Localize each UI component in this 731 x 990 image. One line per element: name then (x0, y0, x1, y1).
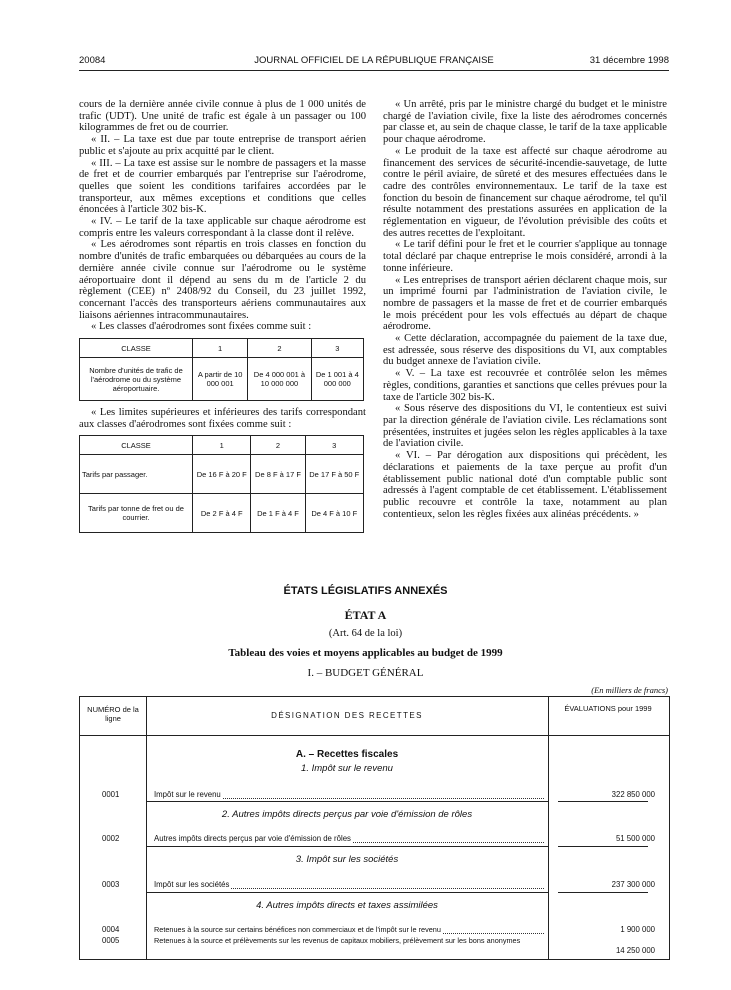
column-divider (548, 697, 549, 959)
table-cell: A partir de 10 000 001 (193, 358, 248, 401)
table-header: 3 (311, 339, 363, 358)
line-amount: 322 850 000 (611, 790, 655, 799)
line-label: Impôt sur les sociétés (154, 880, 230, 889)
paragraph: « Les aérodromes sont répartis en trois classes en fonction du nombre d'unités de trafic embarquées ou débarquées au cours de la dernière année civile connue sur l'aérodrome ou le système aéroportuaire dont il dépend au sens du m de l'article 2 du règlement (CEE) nº 2408/92 du Conseil, du 23 juillet 1992, concernant l'accès des transporteurs aériens communautaires aux liaisons aériennes intracommunautaires. (79, 239, 366, 321)
article-reference: (Art. 64 de la loi) (328, 628, 403, 639)
header-rule (79, 70, 669, 71)
section-heading: A. – Recettes fiscales (295, 749, 399, 760)
column-divider (146, 697, 147, 959)
table-cell: De 1 F à 4 F (251, 494, 305, 533)
table-row-label: Tarifs par passager. (80, 455, 193, 494)
line-label: Retenues à la source sur certains bénéfices non commerciaux et de l'impôt sur le revenu (154, 925, 441, 934)
amount-rule (558, 801, 648, 802)
subsection-heading: 1. Impôt sur le revenu (301, 763, 393, 774)
table-header: CLASSE (80, 436, 193, 455)
amount-rule (558, 846, 648, 847)
line-number: 0004 (102, 925, 120, 934)
paragraph: « Sous réserve des dispositions du VI, le contentieux est suivi par la direction générale de l'aviation civile. Les réclamations sont présentées, instruites et jugées selon les règles applicables à la taxe de l'aviation civile. (383, 403, 667, 450)
page-number: 20084 (79, 55, 106, 66)
line-label: Autres impôts directs perçus par voie d'émission de rôles (154, 834, 351, 843)
line-amount: 237 300 000 (611, 880, 655, 889)
table-cell: De 16 F à 20 F (193, 455, 251, 494)
table-cell: De 8 F à 17 F (251, 455, 305, 494)
table-row-label: Tarifs par tonne de fret ou de courrier. (80, 494, 193, 533)
budget-title: I. – BUDGET GÉNÉRAL (307, 667, 424, 679)
designation-header: DÉSIGNATION DES RECETTES (271, 711, 423, 720)
header-divider (80, 735, 669, 736)
paragraph: « Le tarif défini pour le fret et le courrier s'applique au tonnage total déclaré par chaque entreprise le mois considéré, arrondi à la tonne inférieure. (383, 239, 667, 274)
page-header (79, 55, 669, 69)
row-rule (146, 846, 548, 847)
left-column (79, 99, 366, 539)
paragraph: « VI. – Par dérogation aux dispositions qui précèdent, les déclarations et paiements de la taxe perçue au profit d'un établissement public national doté d'un comptable public sont adressés à l'agent comptable de cet établissement. L'établissement public recouvre et contrôle la taxe, notamment au plan contentieux, selon les règles fixées aux alinéas précédents. » (383, 450, 667, 520)
paragraph: « III. – La taxe est assise sur le nombre de passagers et la masse de fret et de courrier embarqués par l'entreprise sur l'aérodrome, quelles que soient les conditions tarifaires accordées par le transporteur, aux mêmes exceptions et conditions que celles énoncées à l'article 302 bis-K. (79, 157, 366, 216)
table-cell: De 4 F à 10 F (305, 494, 364, 533)
row-rule (146, 892, 548, 893)
aerodrome-classes-table (79, 338, 364, 401)
unit-note: (En milliers de francs) (591, 685, 668, 695)
right-column (383, 99, 667, 520)
paragraph: « Un arrêté, pris par le ministre chargé du budget et le ministre chargé de l'aviation civile, fixe la liste des aérodromes concernés par classe et, au sein de chaque classe, le tarif de la taxe applicable pour chaque aérodrome. (383, 99, 667, 146)
journal-title: JOURNAL OFFICIEL DE LA RÉPUBLIQUE FRANÇAISE (254, 55, 494, 66)
table-title: Tableau des voies et moyens applicables au budget de 1999 (228, 647, 503, 659)
table-header: 1 (193, 436, 251, 455)
evaluations-header: ÉVALUATIONS pour 1999 (564, 704, 652, 713)
table-cell: De 17 F à 50 F (305, 455, 364, 494)
paragraph: « Cette déclaration, accompagnée du paiement de la taxe due, est adressée, sous réserve des dispositions du VI, aux comptables du budget annexe de l'aviation civile. (383, 333, 667, 368)
table-header: 3 (305, 436, 364, 455)
amount-rule (558, 892, 648, 893)
line-label: Retenues à la source et prélèvements sur les revenus de capitaux mobiliers, prélèvement sur les bons anonymes (154, 936, 521, 945)
etat-title: ÉTAT A (344, 608, 387, 622)
annex-title: ÉTATS LÉGISLATIFS ANNEXÉS (283, 585, 448, 597)
line-label: Impôt sur le revenu (154, 790, 221, 799)
subsection-heading: 3. Impôt sur les sociétés (295, 854, 399, 865)
table-cell: De 2 F à 4 F (193, 494, 251, 533)
line-amount: 51 500 000 (615, 834, 655, 843)
line-number: 0003 (102, 880, 120, 889)
table-cell: De 1 001 à 4 000 000 (311, 358, 363, 401)
tariff-limits-table (79, 435, 364, 533)
issue-date: 31 décembre 1998 (589, 55, 669, 66)
table-header: 1 (193, 339, 248, 358)
subsection-heading: 2. Autres impôts directs perçus par voie d'émission de rôles (221, 809, 473, 820)
line-number: 0002 (102, 834, 120, 843)
paragraph: « Les classes d'aérodromes sont fixées comme suit : (91, 321, 312, 333)
paragraph: « Les limites supérieures et inférieures des tarifs correspondant aux classes d'aérodromes sont fixées comme suit : (79, 407, 366, 430)
line-number: 0005 (102, 936, 120, 945)
subsection-heading: 4. Autres impôts directs et taxes assimilées (256, 900, 438, 911)
table-row-label: Nombre d'unités de trafic de l'aérodrome ou du système aéroportuaire. (80, 358, 193, 401)
table-header: CLASSE (80, 339, 193, 358)
table-header: 2 (248, 339, 311, 358)
paragraph: « Les entreprises de transport aérien déclarent chaque mois, sur un imprimé fourni par l'administration de l'aviation civile, le nombre de passagers et la masse de fret et de courrier embarqués le mois précédent pour les vols effectués au départ de chaque aérodrome. (383, 274, 667, 333)
line-amount: 14 250 000 (615, 946, 655, 955)
paragraph: « II. – La taxe est due par toute entreprise de transport aérien public et s'ajoute au prix acquitté par le client. (79, 134, 366, 157)
line-number: 0001 (102, 790, 120, 799)
row-rule (146, 801, 548, 802)
table-cell: De 4 000 001 à 10 000 000 (248, 358, 311, 401)
numero-header: NUMÉRO de la ligne (87, 705, 139, 723)
paragraph: « V. – La taxe est recouvrée et contrôlée selon les mêmes règles, conditions, garanties et sanctions que celles prévues pour la taxe de l'article 302 bis-K. (383, 368, 667, 403)
budget-table (79, 696, 670, 960)
paragraph: cours de la dernière année civile connue à plus de 1 000 unités de trafic (UDT). Une unité de trafic est égale à un passager ou 100 kilogrammes de fret ou de courrier. (79, 99, 366, 134)
table-header: 2 (251, 436, 305, 455)
paragraph: « IV. – Le tarif de la taxe applicable sur chaque aérodrome est compris entre les valeurs correspondant à la classe dont il relève. (79, 216, 366, 239)
line-amount: 1 900 000 (620, 925, 655, 934)
paragraph: « Le produit de la taxe est affecté sur chaque aérodrome au financement des services de sécurité-incendie-sauvetage, de lutte contre le péril aviaire, de sûreté et des mesures effectuées dans le cadre des contrôles environnementaux. Le tarif de la taxe est fonction du besoin de financement sur chaque aérodrome, tel qu'il résulte notamment des prestations assurées en application de la réglementation en vigueur, de l'évolution prévisible des coûts et des autres recettes de l'exploitant. (383, 145, 667, 239)
